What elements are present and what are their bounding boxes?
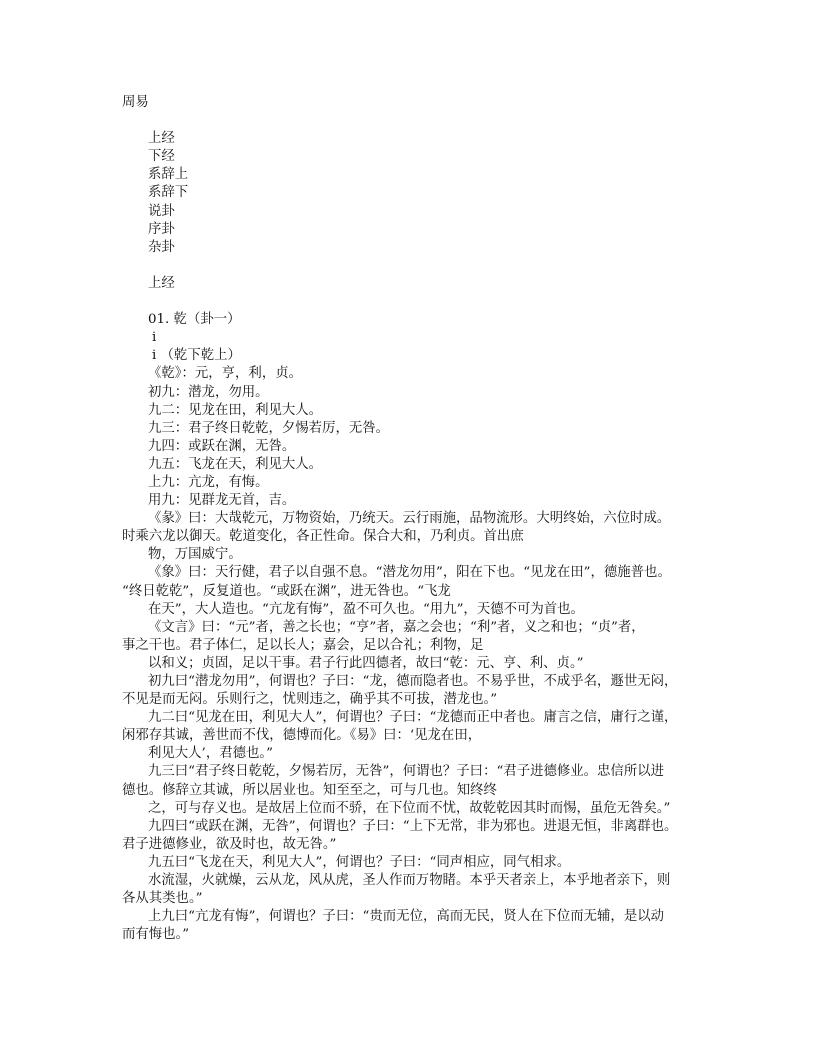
toc-item[interactable]: 下经 xyxy=(148,149,175,165)
spacer xyxy=(122,112,722,130)
body-line: 《文言》曰：“元”者，善之长也；“亨”者，嘉之会也；“利”者，义之和也；“贞”者， xyxy=(148,619,645,635)
body-line: 以和义；贞固，足以干事。君子行此四德者，故曰“乾：元、亨、利、贞。” xyxy=(148,655,584,671)
toc-item[interactable]: 杂卦 xyxy=(148,239,175,255)
body-line: 不见是而无闷。乐则行之，忧则违之，确乎其不可拔，潜龙也。” xyxy=(122,692,498,708)
body-line: 上九曰“亢龙有悔”，何谓也？子曰：“贵而无位，高而无民，贤人在下位而无辅，是以动 xyxy=(148,909,664,925)
hexagram-line: 用九：见群龙无首，吉。 xyxy=(148,493,296,509)
hexagram-line: 九五：飞龙在天，利见大人。 xyxy=(148,456,323,472)
document-page xyxy=(122,94,722,944)
commentary-body xyxy=(122,510,722,944)
body-line: 君子进德修业，欲及时也，故无咎。” xyxy=(122,836,337,852)
body-line: “终日乾乾”，反复道也。“或跃在渊”，进无咎也。“飞龙 xyxy=(122,583,451,599)
toc-item[interactable]: 序卦 xyxy=(148,221,175,237)
body-line: 九三曰“君子终日乾乾，夕惕若厉，无咎”，何谓也？子曰：“君子进德修业。忠信所以进 xyxy=(148,764,664,780)
document-title: 周易 xyxy=(122,95,149,110)
toc-item[interactable]: 上经 xyxy=(148,131,175,147)
spacer xyxy=(122,293,722,311)
body-line: 利见大人’，君德也。” xyxy=(148,746,273,762)
body-line: 德也。修辞立其诚，所以居业也。知至至之，可与几也。知终终 xyxy=(122,782,497,798)
section-heading: 上经 xyxy=(148,275,175,291)
body-line: 之，可与存义也。是故居上位而不骄，在下位而不忧，故乾乾因其时而惕，虽危无咎矣。” xyxy=(148,800,671,816)
body-line: 《彖》曰：大哉乾元，万物资始，乃统天。云行雨施，品物流形。大明终始，六位时成。 xyxy=(148,511,671,527)
body-line: 初九曰“潜龙勿用”，何谓也？子曰：“龙，德而隐者也。不易乎世，不成乎名，遯世无闷， xyxy=(148,674,678,689)
hexagram-line: 九四：或跃在渊，无咎。 xyxy=(148,438,296,454)
body-line: 九四曰“或跃在渊，无咎”，何谓也？子曰：“上下无常，非为邪也。进退无恒，非离群也。 xyxy=(148,818,678,834)
body-line: 《象》曰：天行健，君子以自强不息。“潜龙勿用”，阳在下也。“见龙在田”，德施普也。 xyxy=(148,565,671,581)
hexagram-symbol-caption: i （乾下乾上） xyxy=(152,348,241,364)
hexagram-line: 《乾》：元，亨，利，贞。 xyxy=(148,366,302,382)
hexagram-line: 九二：见龙在田，利见大人。 xyxy=(148,402,323,418)
body-line: 各从其类也。” xyxy=(122,891,203,907)
body-line: 在天”，大人造也。“亢龙有悔”，盈不可久也。“用九”，天德不可为首也。 xyxy=(148,601,584,617)
hexagram-block xyxy=(122,311,722,510)
body-line: 而有悔也。” xyxy=(122,927,190,943)
body-line: 闲邪存其诚，善世而不伐，德博而化。《易》曰：‘见龙在田， xyxy=(122,728,482,744)
spacer xyxy=(122,257,722,275)
body-line: 九五曰“飞龙在天，利见大人”，何谓也？子曰：“同声相应，同气相求。 xyxy=(148,854,571,870)
body-line: 时乘六龙以御天。乾道变化，各正性命。保合大和，乃利贞。首出庶 xyxy=(122,529,524,545)
table-of-contents xyxy=(122,130,722,257)
toc-item[interactable]: 系辞下 xyxy=(148,185,189,201)
hexagram-line: 九三：君子终日乾乾，夕惕若厉，无咎。 xyxy=(148,420,390,436)
hexagram-heading: 01. 乾（卦一） xyxy=(148,312,241,328)
body-line: 九二曰“见龙在田，利见大人”，何谓也？子曰：“龙德而正中者也。庸言之信，庸行之谨， xyxy=(148,710,678,726)
body-line: 事之干也。君子体仁，足以长人；嘉会，足以合礼；利物，足 xyxy=(122,637,484,653)
hexagram-line: 上九：亢龙，有悔。 xyxy=(148,474,269,490)
body-line: 物，万国威宁。 xyxy=(148,547,242,563)
toc-item[interactable]: 系辞上 xyxy=(148,167,189,183)
hexagram-line: 初九：潜龙，勿用。 xyxy=(148,384,269,400)
toc-item[interactable]: 说卦 xyxy=(148,203,175,219)
hexagram-symbol: i xyxy=(152,330,157,346)
body-line: 水流湿，火就燥，云从龙，风从虎，圣人作而万物睹。本乎天者亲上，本乎地者亲下，则 xyxy=(148,873,671,889)
